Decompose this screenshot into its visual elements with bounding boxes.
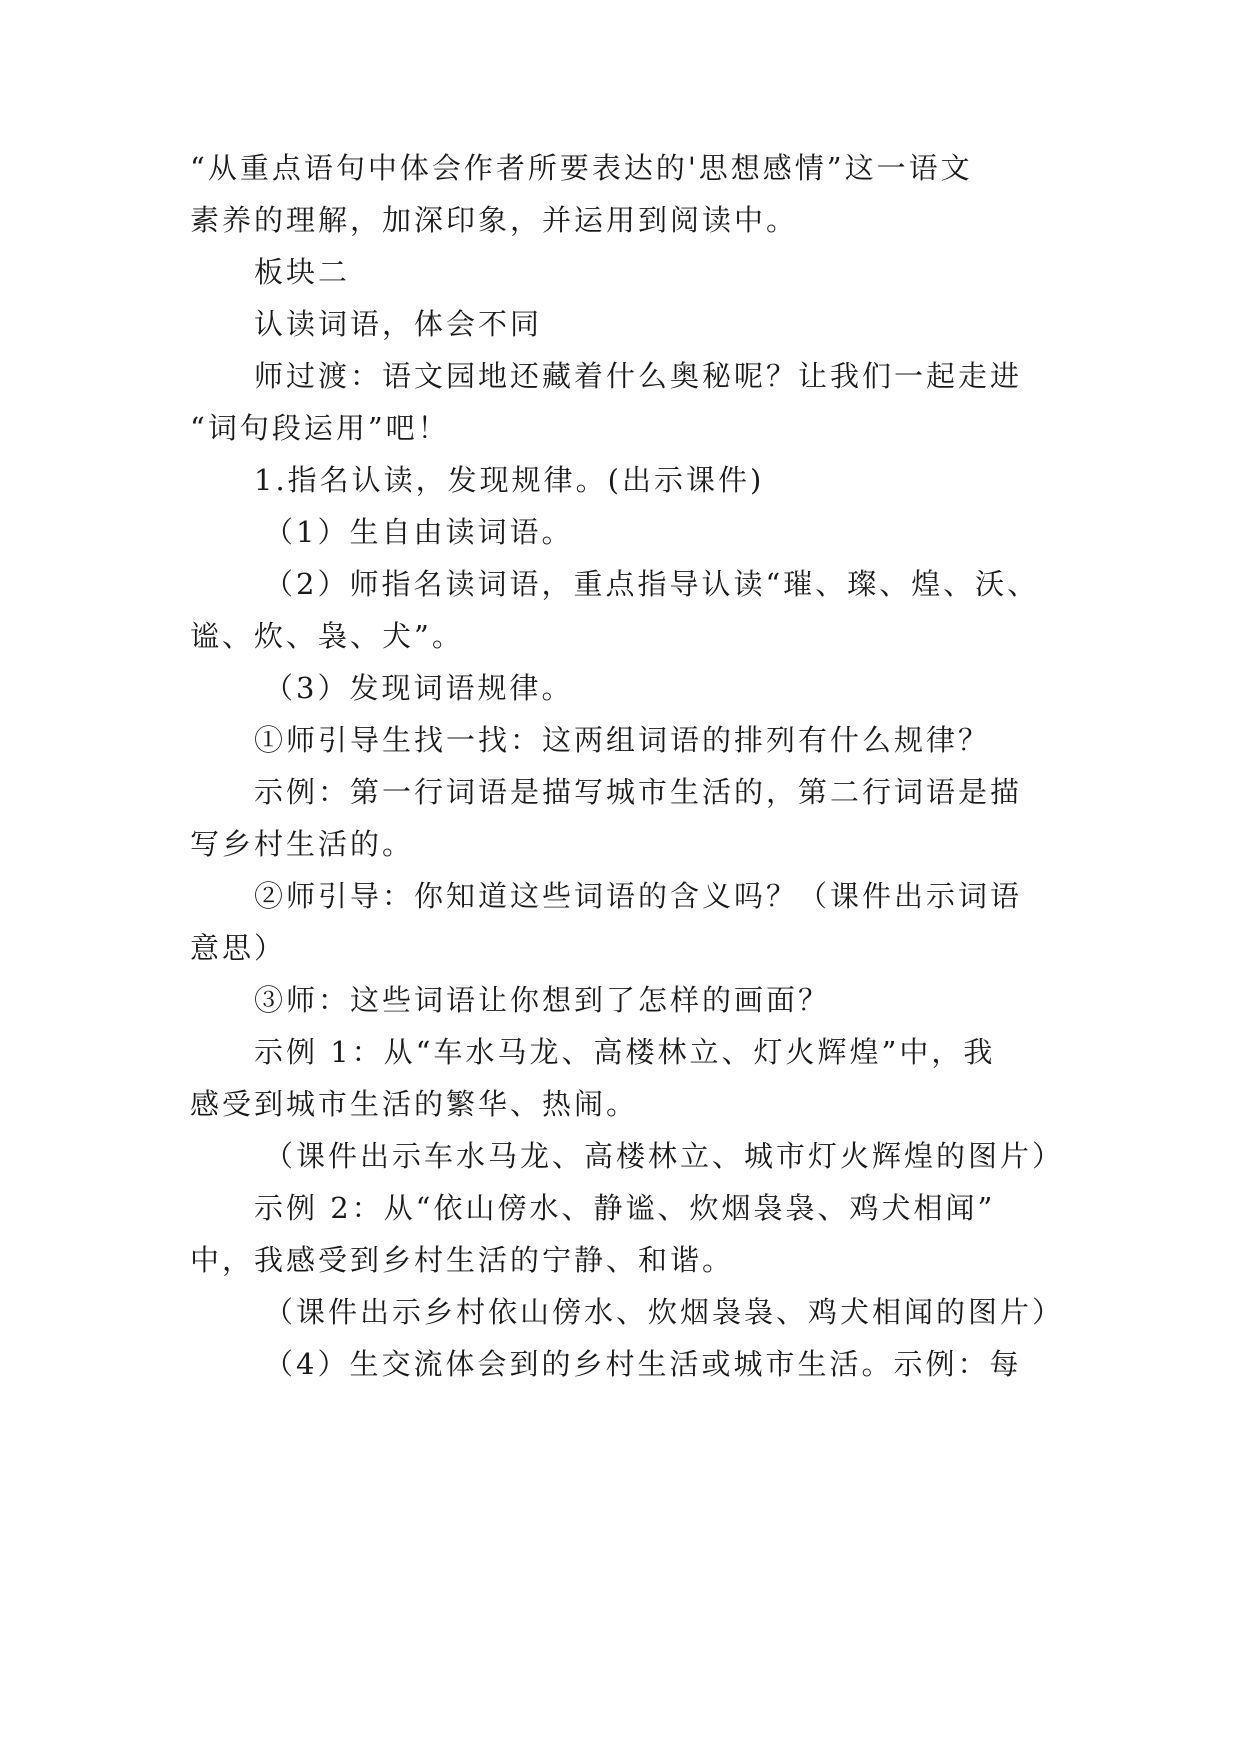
text-line: 感受到城市生活的繁华、热闹。	[190, 1087, 639, 1121]
list-item: ②师引导：你知道这些词语的含义吗？（课件出示词语	[254, 879, 1023, 913]
list-item: （1）生自由读词语。	[264, 515, 574, 549]
text-line: 谧、炊、袅、犬”。	[190, 619, 464, 653]
text-line: 意思）	[190, 931, 287, 965]
list-item: （3）发现词语规律。	[264, 671, 574, 705]
section-subheading: 认读词语，体会不同	[254, 307, 543, 341]
text-line: （课件出示车水马龙、高楼林立、城市灯火辉煌的图片）	[264, 1139, 1065, 1173]
text-line: 示例：第一行词语是描写城市生活的，第二行词语是描	[254, 775, 1023, 809]
text-line: “词句段运用”吧！	[190, 411, 450, 445]
list-item: ③师：这些词语让你想到了怎样的画面？	[254, 983, 831, 1017]
list-item: 1.指名认读，发现规律。(出示课件)	[254, 463, 765, 497]
list-item: （4）生交流体会到的乡村生活或城市生活。示例：每	[264, 1347, 1022, 1381]
text-line: （课件出示乡村依山傍水、炊烟袅袅、鸡犬相闻的图片）	[264, 1295, 1065, 1329]
list-item: ①师引导生找一找：这两组词语的排列有什么规律？	[254, 723, 991, 757]
list-item: （2）师指名读词语，重点指导认读“璀、璨、煌、沃、	[264, 567, 1040, 601]
text-line: 示例 1：从“车水马龙、高楼林立、灯火辉煌”中，我	[254, 1035, 996, 1069]
text-line: 素养的理解，加深印象，并运用到阅读中。	[190, 203, 799, 237]
text-line: 师过渡：语文园地还藏着什么奥秘呢？让我们一起走进	[254, 359, 1023, 393]
text-line: “从重点语句中体会作者所要表达的'思想感情”这一语文	[190, 151, 973, 185]
text-line: 写乡村生活的。	[190, 827, 415, 861]
text-line: 示例 2：从“依山傍水、静谧、炊烟袅袅、鸡犬相闻”	[254, 1191, 996, 1225]
text-line: 中，我感受到乡村生活的宁静、和谐。	[190, 1243, 735, 1277]
section-heading: 板块二	[254, 255, 351, 289]
